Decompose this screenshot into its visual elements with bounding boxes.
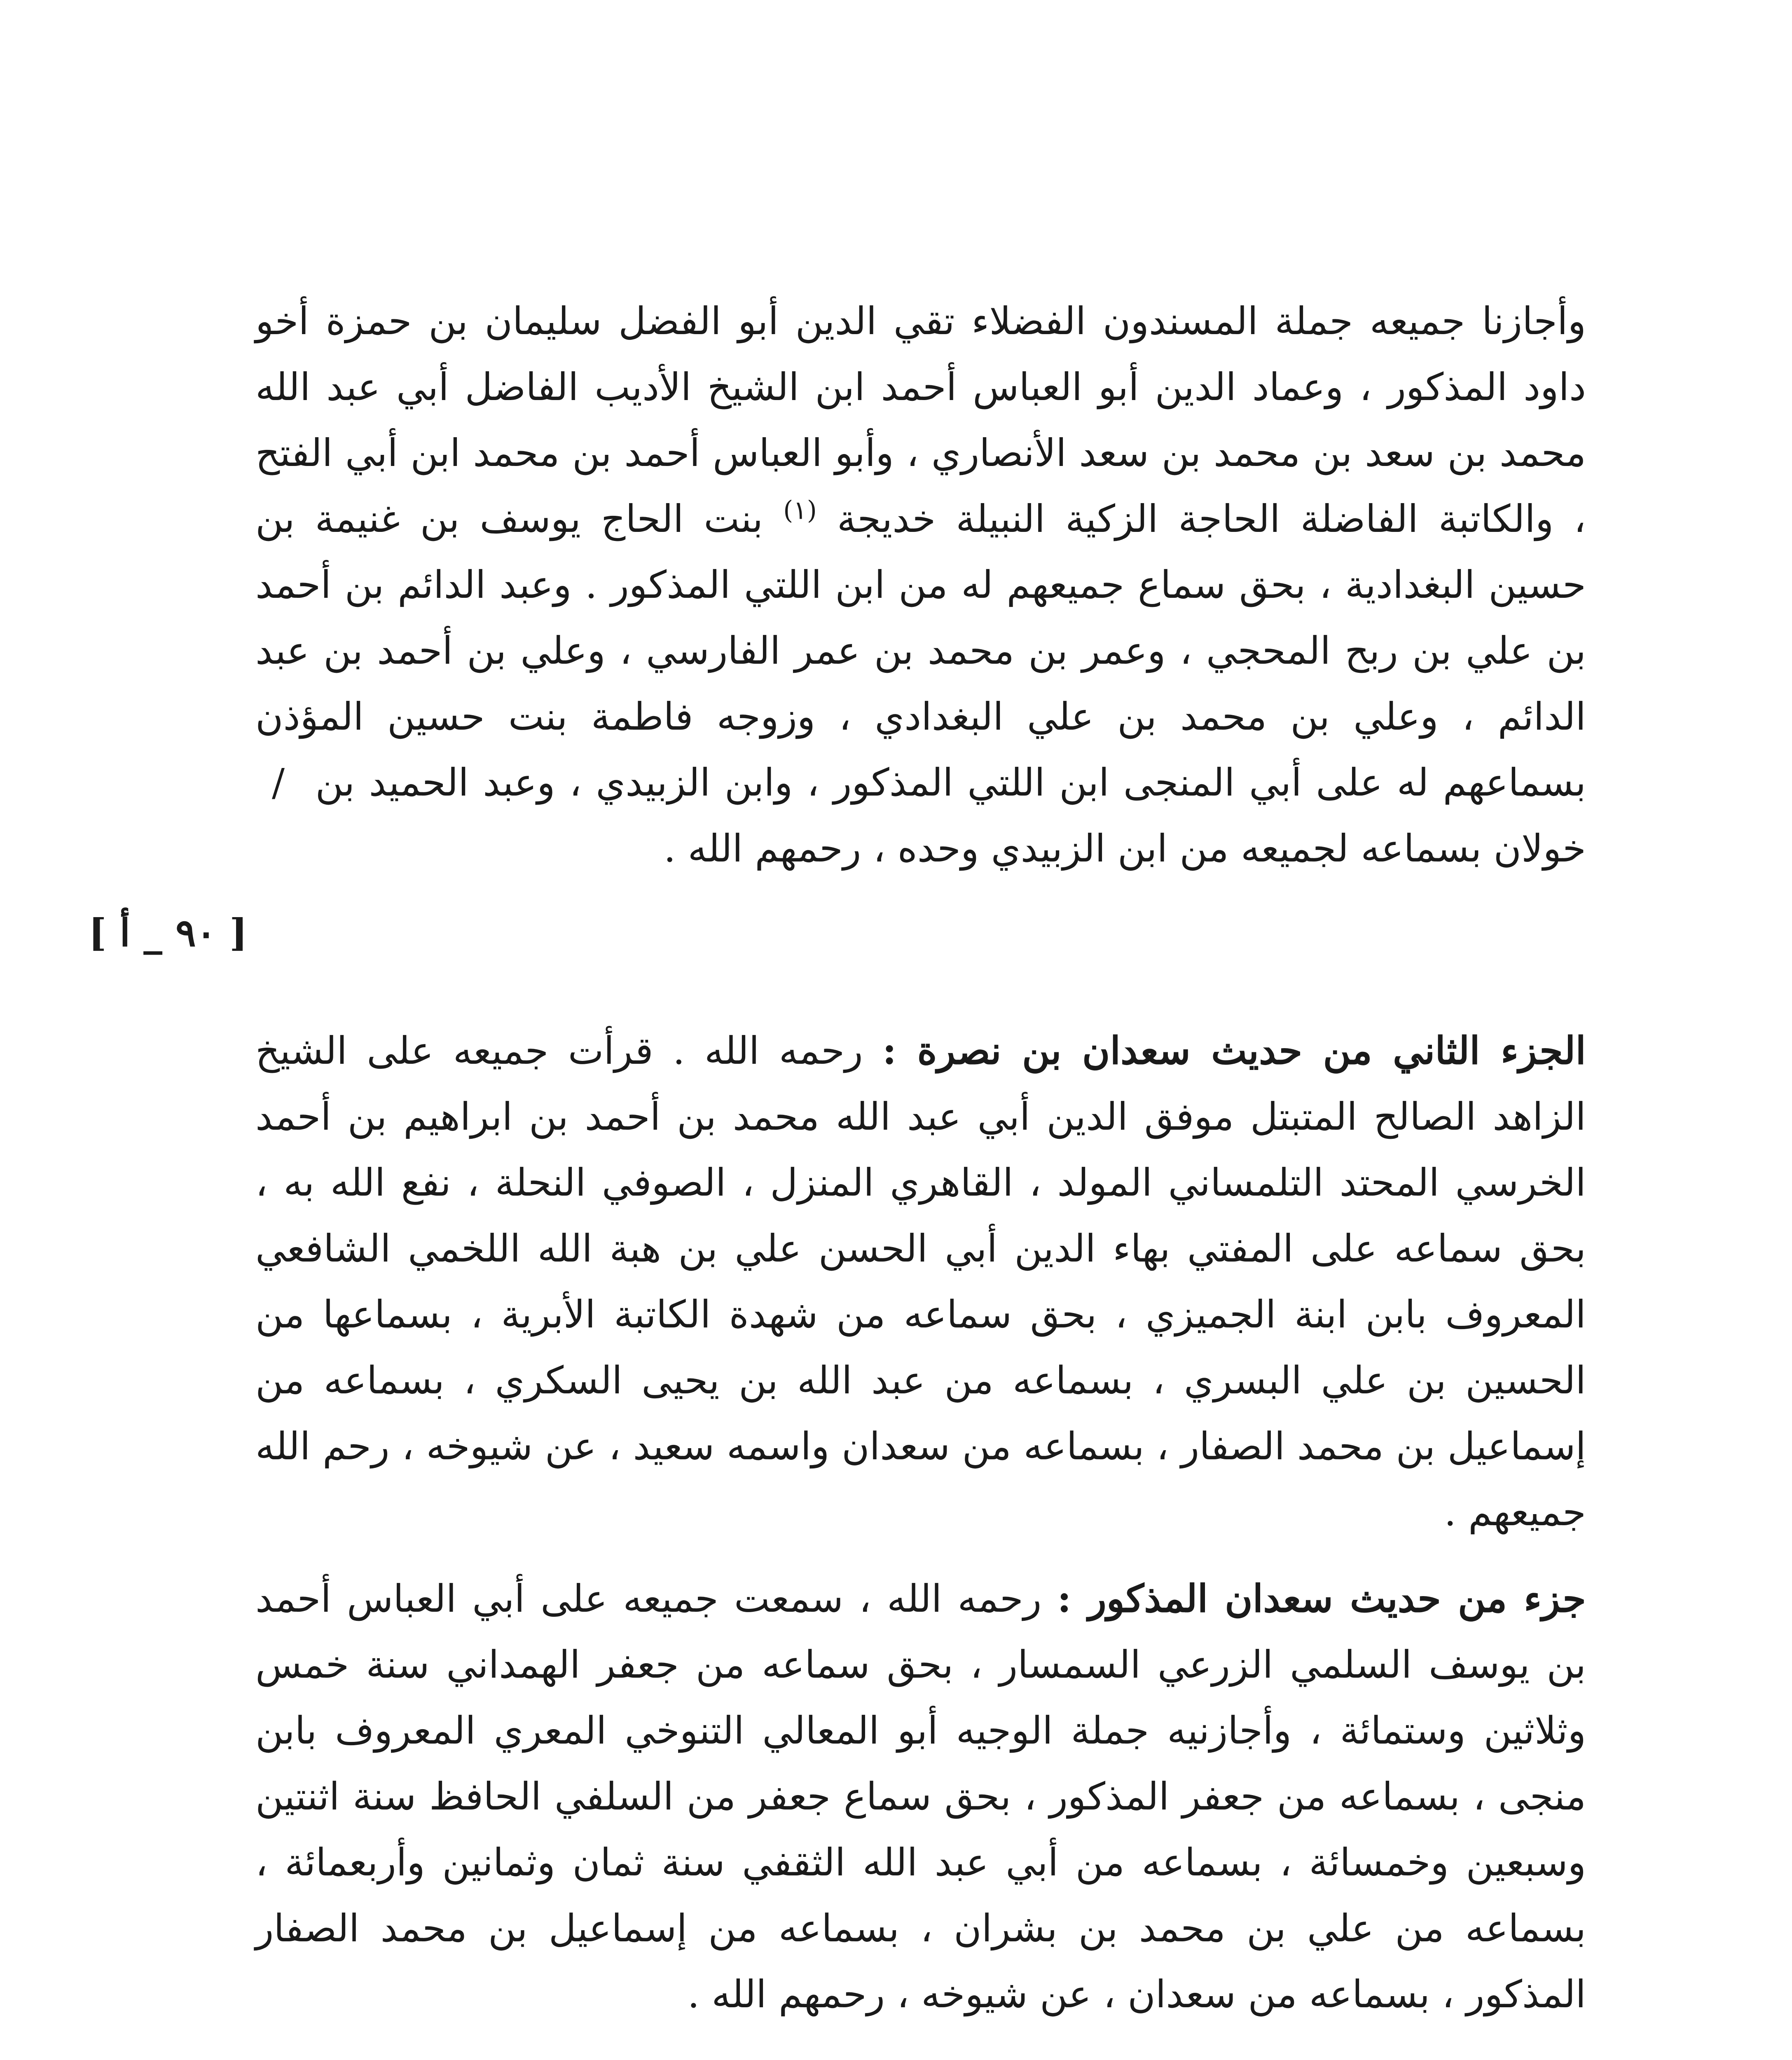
paragraph-3-text — [255, 1566, 1586, 2027]
manuscript-page-break-mark: / — [272, 761, 285, 805]
paragraph-2-heading: الجزء الثاني من حديث سعدان بن نصرة : — [882, 1028, 1586, 1073]
paragraph-1-part-3: خولان بسماعه لجميعه من ابن الزبيدي وحده ، رحمهم الله . — [664, 826, 1586, 871]
manuscript-folio-marker: [ ٩٠ _ أ ] — [89, 911, 248, 955]
paragraph-3-heading: جزء من حديث سعدان المذكور : — [1057, 1576, 1586, 1621]
paragraph-1-part-1: وأجازنا جميعه جملة المسندون الفضلاء تقي الدين أبو الفضل سليمان بن حمزة أخو داود المذكور ، وعماد الدين أبو العباس أحمد ابن الشيخ الأديب الفاضل أبي عبد الله محمد بن سعد بن محمد بن سعد الأنصاري ، وأبو العباس أحمد بن محمد ابن أبي الفتح ، والكاتبة الفاضلة الحاجة الزكية النبيلة خديجة — [255, 299, 1586, 541]
paragraph-1-text — [255, 288, 1586, 882]
paragraph-1-part-2: بنت الحاج يوسف بن غنيمة بن حسين البغدادية ، بحق سماع جميعهم له من ابن اللتي المذكور . وعبد الدائم بن أحمد بن علي بن ربح المحجي ، وعمر بن محمد بن عمر الفارسي ، وعلي بن أحمد بن عبد الدائم ، وعلي بن محمد بن علي البغدادي ، وزوجه فاطمة بنت حسين المؤذن بسماعهم له على أبي المنجى ابن اللتي المذكور ، وابن الزبيدي ، وعبد الحميد بن — [255, 497, 1586, 805]
paragraph-saadan-part-two — [255, 1018, 1586, 1545]
paragraph-2-body: رحمه الله . قرأت جميعه على الشيخ الزاهد الصالح المتبتل موفق الدين أبي عبد الله محمد بن أحمد بن ابراهيم بن أحمد الخرسي المحتد التلمساني المولد ، القاهري المنزل ، الصوفي النحلة ، نفع الله به ، بحق سماعه على المفتي بهاء الدين أبي الحسن علي بن هبة الله اللخمي الشافعي المعروف بابن ابنة الجميزي ، بحق سماعه من شهدة الكاتبة الأبرية ، بسماعها من الحسين بن علي البسري ، بسماعه من عبد الله بن يحيى السكري ، بسماعه من إسماعيل بن محمد الصفار ، بسماعه من سعدان واسمه سعيد ، عن شيوخه ، رحم الله جميعهم . — [255, 1029, 1586, 1534]
footnote-reference: (١) — [783, 495, 817, 525]
paragraph-2-text — [255, 1018, 1586, 1545]
paragraph-ijaza-chain — [255, 288, 1586, 882]
paragraph-saadan-juz — [255, 1566, 1586, 2027]
paragraph-3-body: رحمه الله ، سمعت جميعه على أبي العباس أحمد بن يوسف السلمي الزرعي السمسار ، بحق سماعه من جعفر الهمداني سنة خمس وثلاثين وستمائة ، وأجازنيه جملة الوجيه أبو المعالي التنوخي المعري المعروف بابن منجى ، بسماعه من جعفر المذكور ، بحق سماع جعفر من السلفي الحافظ سنة اثنتين وسبعين وخمسائة ، بسماعه من أبي عبد الله الثقفي سنة ثمان وثمانين وأربعمائة ، بسماعه من علي بن محمد بن بشران ، بسماعه من إسماعيل بن محمد الصفار المذكور ، بسماعه من سعدان ، عن شيوخه ، رحمهم الله . — [255, 1577, 1586, 2016]
